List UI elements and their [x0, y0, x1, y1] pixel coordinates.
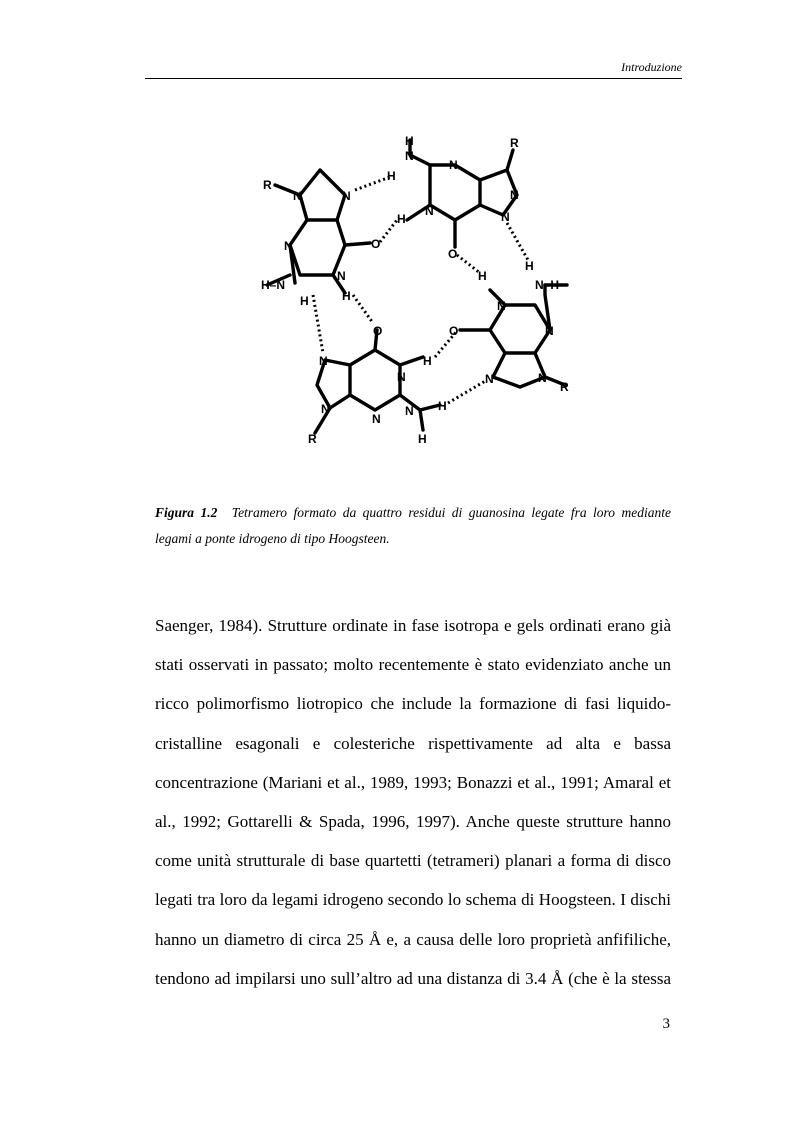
body-line: concentrazione (Mariani et al., 1989, 1993; Bonazzi et al., 1991; Amaral et [155, 772, 671, 792]
atom-n: N [372, 412, 381, 426]
guanosine-tetramer-diagram [245, 125, 585, 455]
atom-h: H [300, 294, 309, 308]
atom-o: O [449, 324, 459, 338]
header-rule [145, 78, 682, 79]
atom-n: N [405, 149, 414, 163]
atom-n: N [337, 269, 346, 283]
atom-n: N [342, 189, 351, 203]
atom-h: H [525, 259, 534, 273]
atom-n: N [501, 210, 510, 224]
atom-h: H [423, 354, 432, 368]
body-paragraph [155, 606, 671, 998]
body-line: ricco polimorfismo liotropico che include la formazione di fasi liquido- [155, 694, 671, 714]
atom-h: H [387, 169, 396, 183]
atom-r: R [308, 432, 317, 446]
body-line: hanno un diametro di circa 25 Å e, a causa delle loro proprietà anfifiliche, [155, 929, 671, 949]
atom-n: N [497, 299, 506, 313]
atom-h: H [397, 212, 406, 226]
body-line: tendono ad impilarsi uno sull’altro ad una distanza di 3.4 Å (che è la stessa [155, 968, 671, 988]
atom-o: O [448, 247, 458, 261]
atom-h: H [478, 269, 487, 283]
atom-o: O [373, 324, 383, 338]
body-line: cristalline esagonali e colesteriche rispettivamente ad alta e bassa [155, 733, 671, 753]
atom-n: N [485, 372, 494, 386]
atom-labels [261, 134, 569, 446]
atom-h: H [405, 134, 414, 148]
running-header: Introduzione [621, 60, 682, 74]
atom-n: N [449, 158, 458, 172]
body-line: legati tra loro da legami idrogeno secondo lo schema di Hoogsteen. I dischi [155, 890, 671, 910]
atom-h: H [342, 289, 351, 303]
guanosine-tetramer-figure [245, 125, 585, 455]
page-number: 3 [662, 1016, 670, 1032]
body-line: come unità strutturale di base quartetti (tetrameri) planari a forma di disco [155, 851, 671, 871]
atom-nh: N–H [535, 278, 560, 292]
atom-n: N [397, 370, 406, 384]
atom-n: N [293, 189, 302, 203]
atom-n: N [425, 204, 434, 218]
atom-n: N [545, 324, 554, 338]
atom-h: H [418, 432, 427, 446]
atom-r: R [263, 178, 272, 192]
atom-h: H [438, 399, 447, 413]
atom-hn: H–N [261, 278, 286, 292]
atom-n: N [284, 239, 293, 253]
figure-caption-text: Tetramero formato da quattro residui di guanosina legate fra loro mediante legami a ponte idrogeno di tipo Hoogsteen. [155, 505, 671, 546]
atom-r: R [510, 136, 519, 150]
atom-n: N [510, 188, 519, 202]
atom-n: N [321, 402, 330, 416]
atom-o: O [371, 237, 381, 251]
body-line: al., 1992; Gottarelli & Spada, 1996, 1997). Anche queste strutture hanno [155, 811, 671, 831]
figure-caption [155, 500, 671, 552]
atom-n: N [405, 404, 414, 418]
body-line: Saenger, 1984). Strutture ordinate in fase isotropa e gels ordinati erano già [155, 616, 671, 635]
body-line: stati osservati in passato; molto recentemente è stato evidenziato anche un [155, 655, 671, 675]
figure-caption-label: Figura 1.2 [155, 505, 218, 520]
atom-n: N [538, 371, 547, 385]
atom-n: N [319, 354, 328, 368]
covalent-bonds [267, 140, 567, 433]
atom-r: R [560, 380, 569, 394]
